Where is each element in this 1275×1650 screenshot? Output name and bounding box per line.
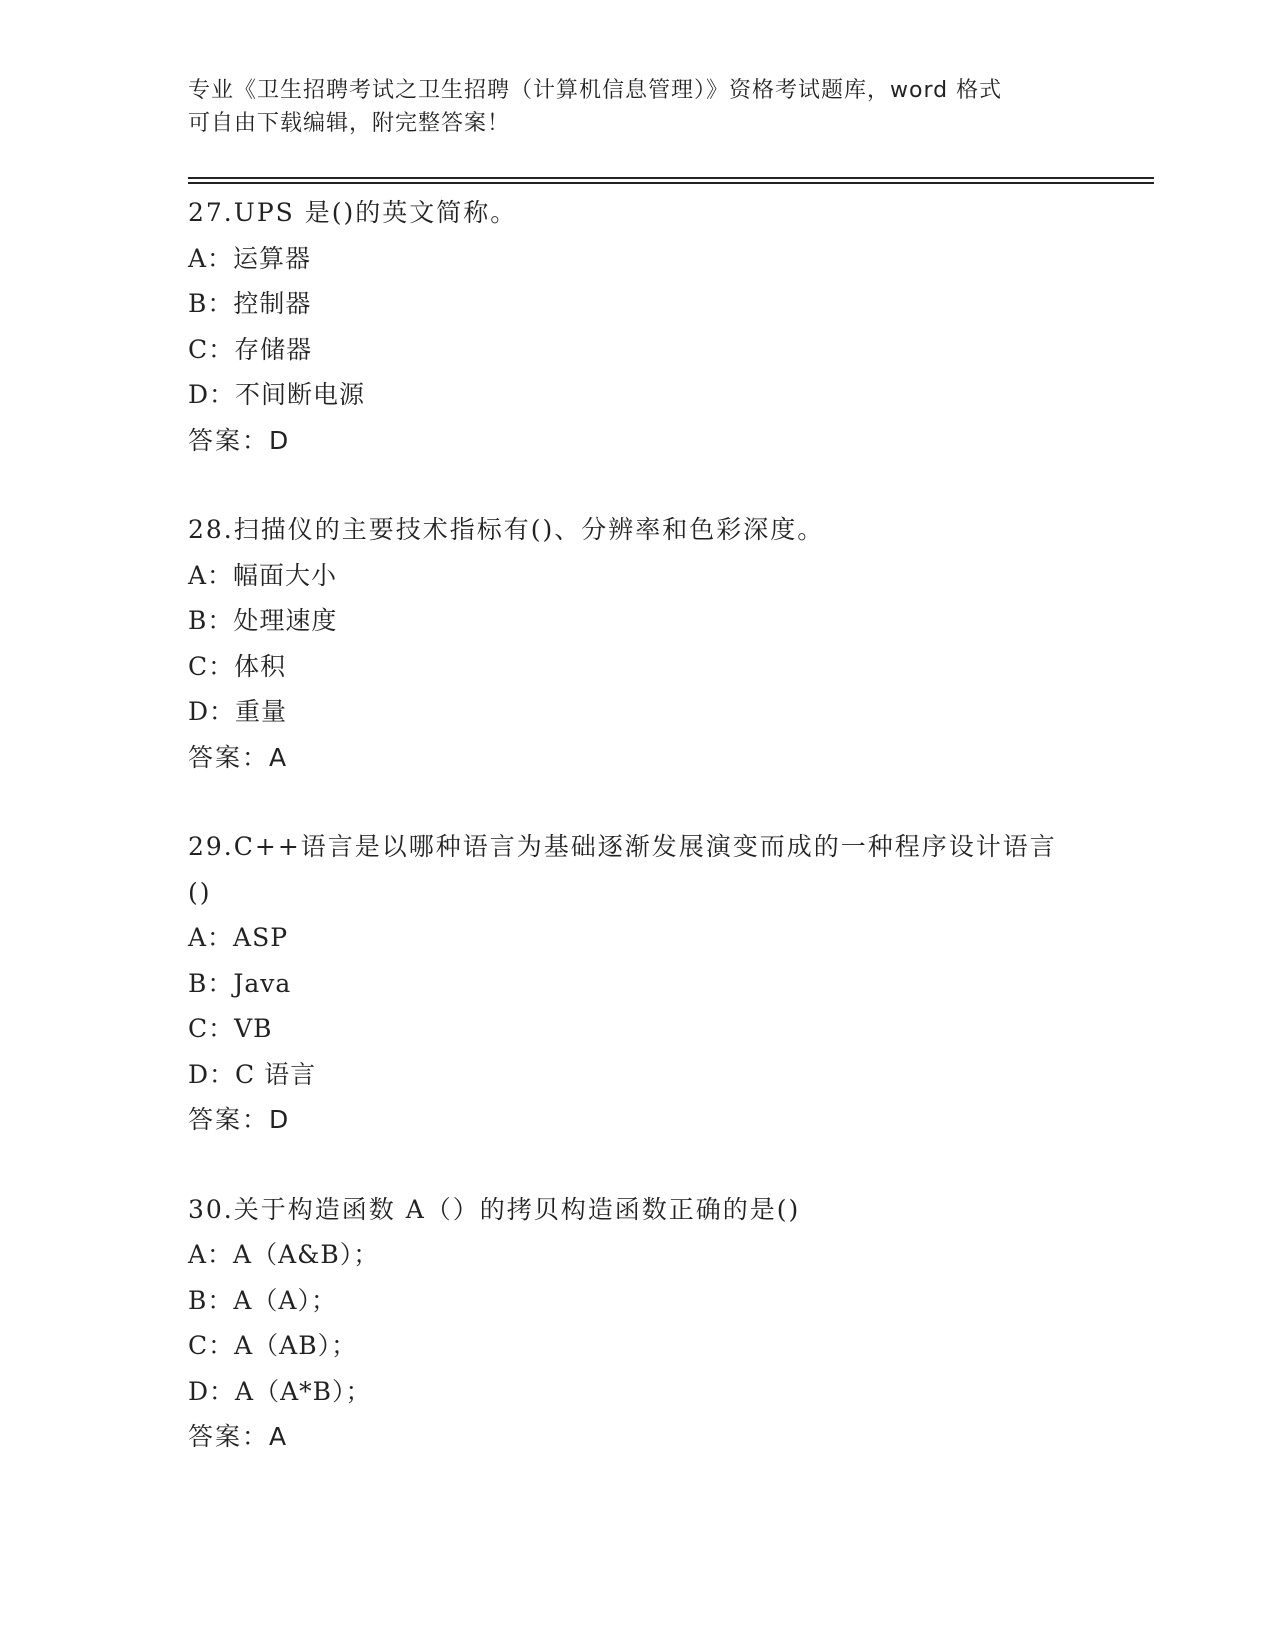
- question-stem: 28.扫描仪的主要技术指标有()、分辨率和色彩深度。: [188, 515, 825, 544]
- option-a: A：ASP: [188, 923, 289, 952]
- option-a: A：A（A&B）；: [188, 1240, 380, 1269]
- answer: 答案：D: [188, 425, 291, 455]
- option-b: B：A（A）；: [188, 1285, 337, 1315]
- question-27: [188, 190, 1088, 463]
- option-a: A：运算器: [188, 243, 312, 273]
- option-a: A：幅面大小: [188, 560, 338, 590]
- question-stem: 27.UPS 是()的英文简称。: [188, 198, 518, 227]
- option-b: B：Java: [188, 968, 292, 998]
- question-30: [188, 1187, 1088, 1460]
- header-divider-top: [188, 177, 1154, 179]
- question-28: [188, 507, 1088, 780]
- question-stem: 30.关于构造函数 A（）的拷贝构造函数正确的是(): [188, 1194, 801, 1224]
- option-d: D：C 语言: [188, 1059, 317, 1089]
- option-b: B：控制器: [188, 289, 312, 318]
- option-c: C：VB: [188, 1014, 273, 1043]
- option-d: D：重量: [188, 697, 288, 726]
- question-stem: 29.C++语言是以哪种语言为基础逐渐发展演变而成的一种程序设计语言(): [188, 832, 1057, 907]
- header-line-2: 可自由下载编辑，附完整答案！: [188, 111, 511, 136]
- question-list: [188, 190, 1088, 1460]
- header-line-1: 专业《卫生招聘考试之卫生招聘（计算机信息管理）》资格考试题库，word 格式: [188, 78, 1003, 103]
- answer: 答案：D: [188, 1105, 291, 1134]
- question-29: [188, 824, 1088, 1143]
- document-header: [188, 74, 1088, 140]
- answer: 答案：A: [188, 1422, 289, 1451]
- option-d: D：A（A*B）；: [188, 1376, 372, 1406]
- header-divider-bottom: [188, 182, 1154, 184]
- option-d: D：不间断电源: [188, 380, 366, 409]
- option-c: C：A（AB）；: [188, 1331, 358, 1360]
- option-c: C：存储器: [188, 334, 313, 364]
- answer: 答案：A: [188, 742, 289, 772]
- option-b: B：处理速度: [188, 606, 338, 635]
- option-c: C：体积: [188, 651, 287, 681]
